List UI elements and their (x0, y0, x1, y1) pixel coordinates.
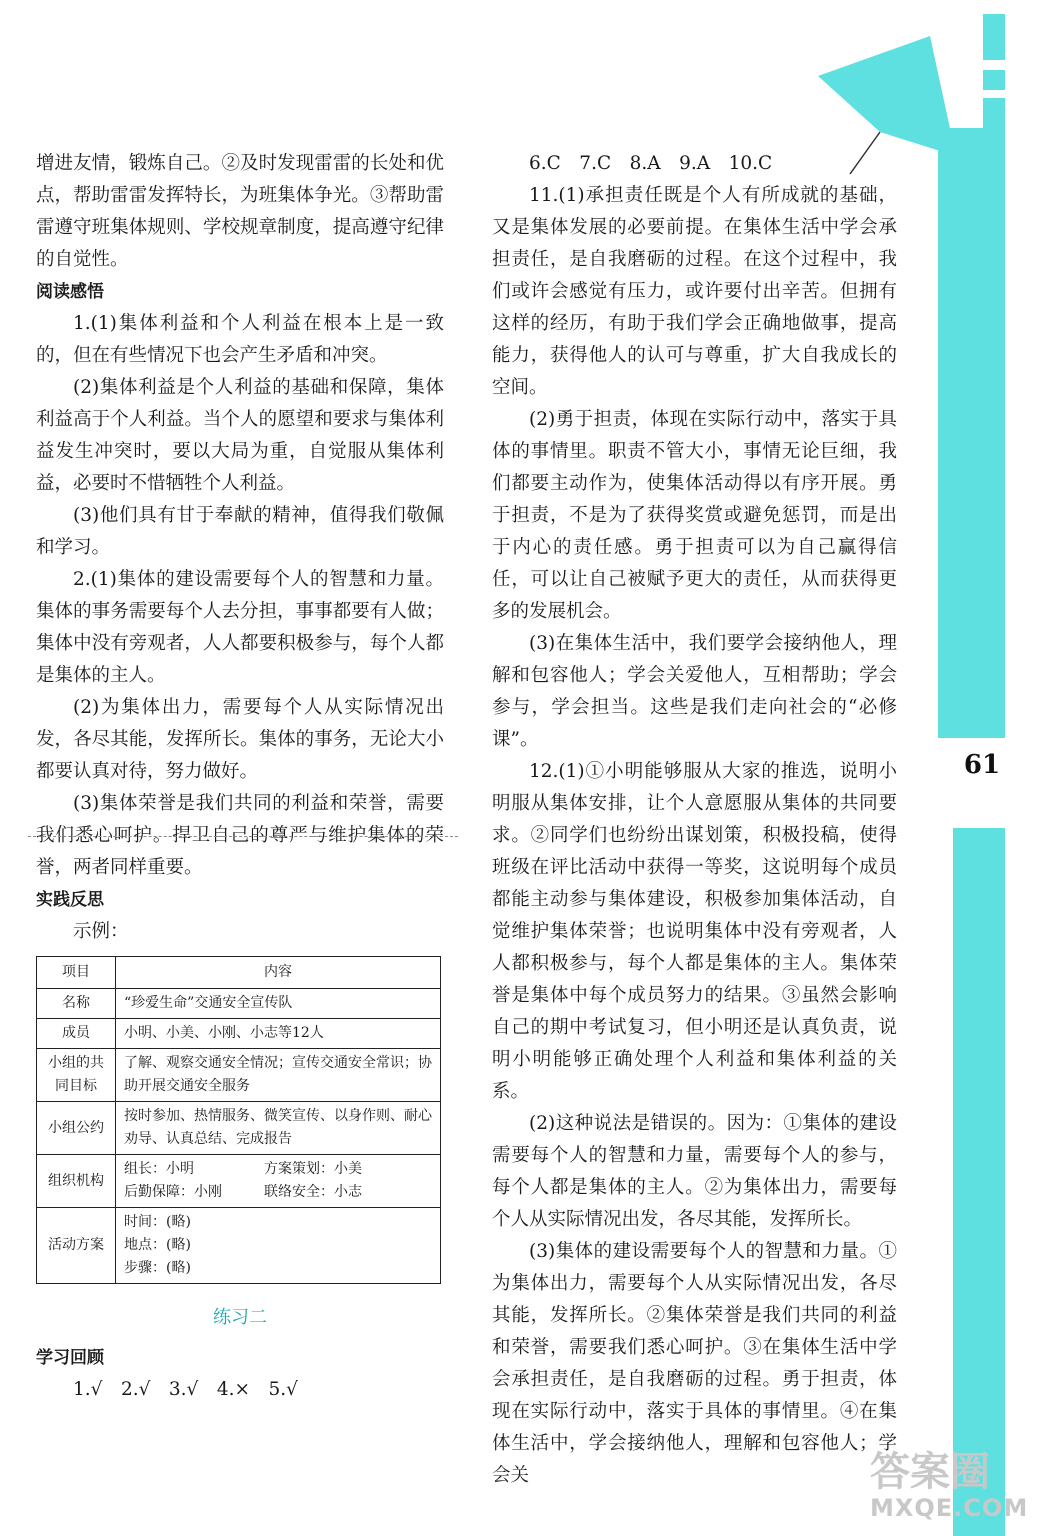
answer-paragraph: (2)勇于担责，体现在实际行动中，落实于具体的事情里。职责不管大小，事情无论巨细，我们都要主动作为，使集体活动得以有序开展。勇于担责，不是为了获得奖赏或避免惩罚，而是出于内心的责任感。勇于担责可以为自己赢得信任，可以让自己被赋予更大的责任，从而获得更多的发展机会。 (492, 409, 897, 622)
watermark-logo (870, 1450, 1040, 1530)
answer-paragraph: (3)他们具有甘于奉献的精神，值得我们敬佩和学习。 (36, 505, 444, 558)
section-heading-review: 学习回顾 (36, 1348, 104, 1368)
table-row (37, 1019, 441, 1049)
table-row (37, 989, 441, 1019)
watermark-text: 答案圈 (870, 1449, 990, 1495)
scan-artifact-line (28, 836, 458, 837)
example-label: 示例： (73, 921, 129, 942)
plan-table (36, 956, 441, 1284)
decor-stripe-top (983, 14, 1005, 60)
table-row (37, 1208, 441, 1284)
answer-paragraph: 2.(1)集体的建设需要每个人的智慧和力量。集体的事务需要每个人去分担，事事都要有人做；集体中没有旁观者，人人都要积极参与，每个人都是集体的主人。 (36, 569, 444, 686)
decor-stripe-block (983, 70, 1005, 90)
watermark-url: MXQE.COM (870, 1494, 1029, 1522)
table-row (37, 1049, 441, 1102)
table-header-item: 项目 (37, 957, 116, 989)
answer-paragraph: 12.(1)①小明能够服从大家的推选，说明小明服从集体安排，让个人意愿服从集体的共同要求。②同学们也纷纷出谋划策，积极投稿，使得班级在评比活动中获得一等奖，这说明每个成员都能主动参与集体建设，积极参加集体活动，自觉维护集体荣誉；也说明集体中没有旁观者，人人都积极参与，每个人都是集体的主人。集体荣誉是集体中每个成员努力的结果。③虽然会影响自己的期中考试复习，但小明还是认真负责，说明小明能够正确处理个人利益和集体利益的关系。 (492, 761, 897, 1102)
plan-place: 地点：(略) (124, 1237, 191, 1253)
table-key: 活动方案 (37, 1208, 116, 1284)
table-header-content: 内容 (116, 957, 441, 989)
right-column (492, 148, 897, 1492)
section-heading-practice: 实践反思 (36, 890, 104, 910)
answer-paragraph: (2)为集体出力，需要每个人从实际情况出发，各尽其能，发挥所长。集体的事务，无论大小都要认真对待，努力做好。 (36, 697, 444, 782)
answer-paragraph: (3)集体荣誉是我们共同的利益和荣誉，需要我们悉心呵护。捍卫自己的尊严与维护集体的荣誉，两者同样重要。 (36, 793, 444, 878)
table-key: 成员 (37, 1019, 116, 1049)
table-row (37, 1155, 441, 1208)
table-value (116, 1155, 441, 1208)
answer-paragraph: (3)在集体生活中，我们要学会接纳他人，理解和包容他人；学会关爱他人，互相帮助；学会参与，学会担当。这些是我们走向社会的“必修课”。 (492, 633, 897, 750)
answer-paragraph: (3)集体的建设需要每个人的智慧和力量。①为集体出力，需要每个人从实际情况出发，各尽其能，发挥所长。②集体荣誉是我们共同的利益和荣誉，需要我们悉心呵护。③在集体生活中学会承担责任，是自我磨砺的过程。勇于担责，体现在实际行动中，落实于具体的事情里。④在集体生活中，学会接纳他人，理解和包容他人；学会关 (492, 1241, 897, 1486)
plan-steps: 步骤：(略) (124, 1260, 191, 1276)
exercise-title: 练习二 (213, 1307, 267, 1328)
table-key: 名称 (37, 989, 116, 1019)
decor-stripe-lower (953, 828, 1005, 1536)
table-value: 了解、观察交通安全情况；宣传交通安全常识；协助开展交通安全服务 (116, 1049, 441, 1102)
choice-answers: 6.C 7.C 8.A 9.A 10.C (529, 153, 773, 174)
table-key: 小组的共同目标 (37, 1049, 116, 1102)
plan-time: 时间：(略) (124, 1214, 191, 1230)
answer-paragraph: (2)这种说法是错误的。因为：①集体的建设需要每个人的智慧和力量，需要每个人的参与，每个人都是集体的主人。②为集体出力，需要每个人从实际情况出发，各尽其能，发挥所长。 (492, 1113, 897, 1230)
page-number: 61 (963, 750, 1001, 780)
review-answers: 1.√ 2.√ 3.√ 4.× 5.√ (73, 1379, 298, 1400)
answer-paragraph: 1.(1)集体利益和个人利益在根本上是一致的，但在有些情况下也会产生矛盾和冲突。 (36, 313, 444, 366)
org-role: 后勤保障：小刚 (124, 1184, 222, 1200)
decor-stripe-main (938, 128, 1005, 738)
table-value: 按时参加、热情服务、微笑宣传、以身作则、耐心劝导、认真总结、完成报告 (116, 1102, 441, 1155)
table-key: 小组公约 (37, 1102, 116, 1155)
org-role: 联络安全：小志 (264, 1184, 362, 1200)
org-role: 方案策划：小美 (264, 1161, 362, 1177)
table-value: “珍爱生命”交通安全宣传队 (116, 989, 441, 1019)
table-value: 小明、小美、小刚、小志等12人 (116, 1019, 441, 1049)
table-row (37, 1102, 441, 1155)
section-heading-reading: 阅读感悟 (36, 282, 104, 302)
answer-paragraph: 11.(1)承担责任既是个人有所成就的基础，又是集体发展的必要前提。在集体生活中学会承担责任，是自我磨砺的过程。在这个过程中，我们或许会感觉有压力，或许要付出辛苦。但拥有这样的经历，有助于我们学会正确地做事，提高能力，获得他人的认可与尊重，扩大自我成长的空间。 (492, 185, 897, 398)
table-key: 组织机构 (37, 1155, 116, 1208)
org-role: 组长：小明 (124, 1161, 194, 1177)
decor-stripe-block (983, 98, 1005, 128)
answer-paragraph: (2)集体利益是个人利益的基础和保障，集体利益高于个人利益。当个人的愿望和要求与集体利益发生冲突时，要以大局为重，自觉服从集体利益，必要时不惜牺牲个人利益。 (36, 377, 444, 494)
table-value (116, 1208, 441, 1284)
left-column (36, 148, 444, 1406)
intro-paragraph: 增进友情，锻炼自己。②及时发现雷雷的长处和优点，帮助雷雷发挥特长，为班集体争光。③帮助雷雷遵守班集体规则、学校规章制度，提高遵守纪律的自觉性。 (36, 153, 444, 270)
